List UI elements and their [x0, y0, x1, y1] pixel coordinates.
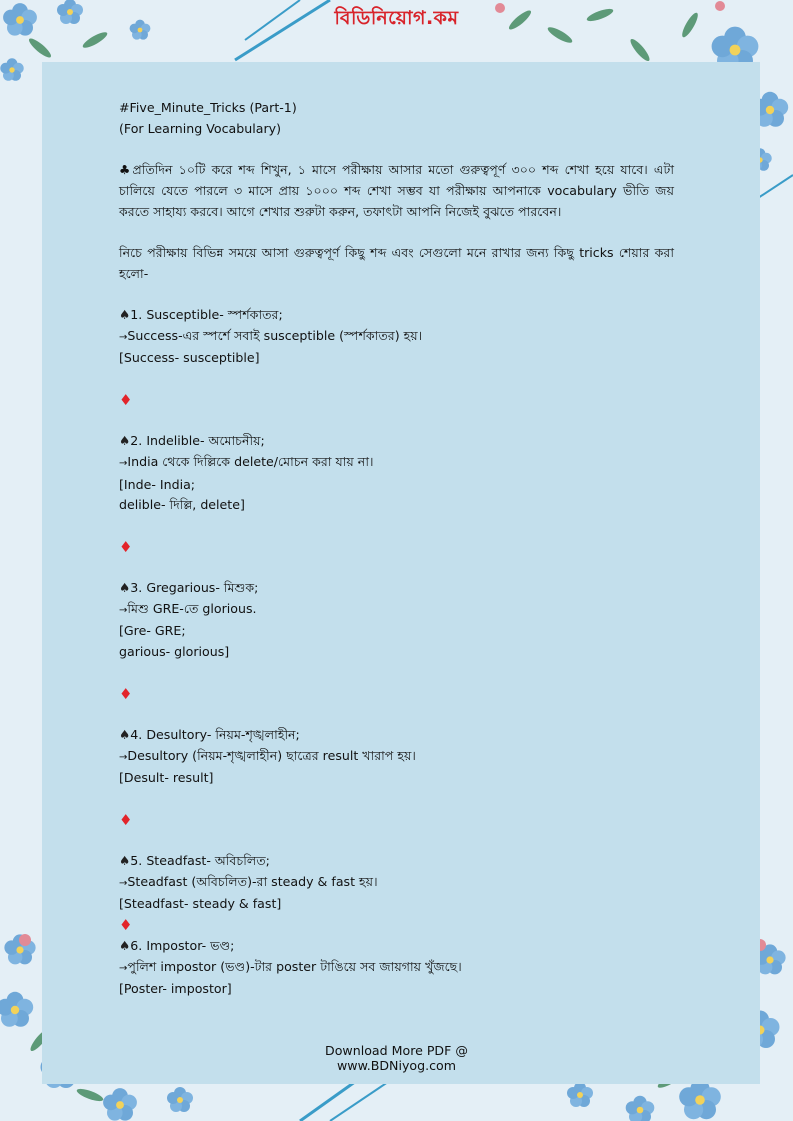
footer-download-text: Download More PDF @ — [325, 1043, 468, 1058]
word-trick-6: →পুলিশ impostor (ভণ্ড)-টার poster টাঙিয়ে সব জায়গায় খুঁজছে। — [119, 958, 462, 974]
spade-icon: ♠ — [119, 580, 131, 596]
spade-icon: ♠ — [119, 726, 131, 742]
footer-website-link[interactable]: www.BDNiyog.com — [336, 1058, 457, 1073]
site-brand-header: বিডিনিয়োগ.কম — [334, 7, 459, 29]
intro-paragraph: ♣প্রতিদিন ১০টি করে শব্দ শিখুন, ১ মাসে পরীক্ষায় আসার মতো গুরুত্বপূর্ণ ৩০০ শব্দ শেখা হয়ে যাবে। এটা চালিয়ে যেতে পারলে ৩ মাসে প্রায় ১০০০ শব্দ শেখা সম্ভব যা পরীক্ষায় আপনাকে vocabulary ভীতি জয় করতে সাহায্য করবে। আগে শেখার শুরুটা করুন, তফাৎটা আপনি নিজেই বুঝতে পারবেন। — [119, 162, 674, 219]
word-heading-1: ♠1. Susceptible- স্পর্শকাতর; — [119, 306, 283, 322]
word-hint-3a: [Gre- GRE; — [119, 623, 186, 639]
word-hint-4: [Desult- result] — [119, 770, 214, 786]
word-trick-4: →Desultory (নিয়ম-শৃঙ্খলাহীন) ছাত্রের result খারাপ হয়। — [119, 747, 416, 763]
document-subtitle: (For Learning Vocabulary) — [119, 120, 281, 136]
arrow-icon: → — [119, 877, 128, 889]
document-title: #Five_Minute_Tricks (Part-1) — [119, 100, 297, 115]
tricks-intro-paragraph: নিচে পরীক্ষায় বিভিন্ন সময়ে আসা গুরুত্বপূর্ণ কিছু শব্দ এবং সেগুলো মনে রাখার জন্য কিছু tricks শেয়ার করা হলো- — [119, 244, 674, 281]
word-trick-3: →মিশু GRE-তে glorious. — [119, 600, 257, 616]
diamond-separator-icon: ♦ — [119, 537, 133, 556]
spade-icon: ♠ — [119, 433, 131, 449]
arrow-icon: → — [119, 962, 128, 974]
word-heading-4: ♠4. Desultory- নিয়ম-শৃঙ্খলাহীন; — [119, 726, 300, 742]
arrow-icon: → — [119, 457, 128, 469]
word-hint-5: [Steadfast- steady & fast] — [119, 896, 282, 912]
word-trick-2: →India থেকে দিল্লিকে delete/মোচন করা যায় না। — [119, 453, 374, 469]
word-heading-5: ♠5. Steadfast- অবিচলিত; — [119, 853, 270, 869]
diamond-separator-icon: ♦ — [119, 390, 133, 409]
word-hint-2a: [Inde- India; — [119, 476, 196, 492]
document-body — [119, 98, 674, 1000]
word-trick-1: →Success-এর স্পর্শে সবাই susceptible (স্পর্শকাতর) হয়। — [119, 327, 423, 343]
word-heading-3: ♠3. Gregarious- মিশুক; — [119, 580, 259, 596]
diamond-separator-icon: ♦ — [119, 916, 133, 935]
spade-icon: ♠ — [119, 937, 131, 953]
arrow-icon: → — [119, 751, 128, 763]
footer — [0, 1043, 793, 1073]
word-hint-1: [Success- susceptible] — [119, 350, 260, 366]
arrow-icon: → — [119, 604, 128, 616]
word-hint-3b: garious- glorious] — [119, 644, 230, 660]
word-trick-5: →Steadfast (অবিচলিত)-রা steady & fast হয়। — [119, 873, 378, 889]
diamond-separator-icon: ♦ — [119, 684, 133, 703]
spade-icon: ♠ — [119, 853, 131, 869]
word-hint-6: [Poster- impostor] — [119, 981, 232, 997]
diamond-separator-icon: ♦ — [119, 810, 133, 829]
arrow-icon: → — [119, 331, 128, 343]
word-hint-2b: delible- দিল্লি, delete] — [119, 497, 245, 513]
word-heading-6: ♠6. Impostor- ভণ্ড; — [119, 937, 235, 953]
spade-icon: ♠ — [119, 306, 131, 322]
word-heading-2: ♠2. Indelible- অমোচনীয়; — [119, 433, 265, 449]
